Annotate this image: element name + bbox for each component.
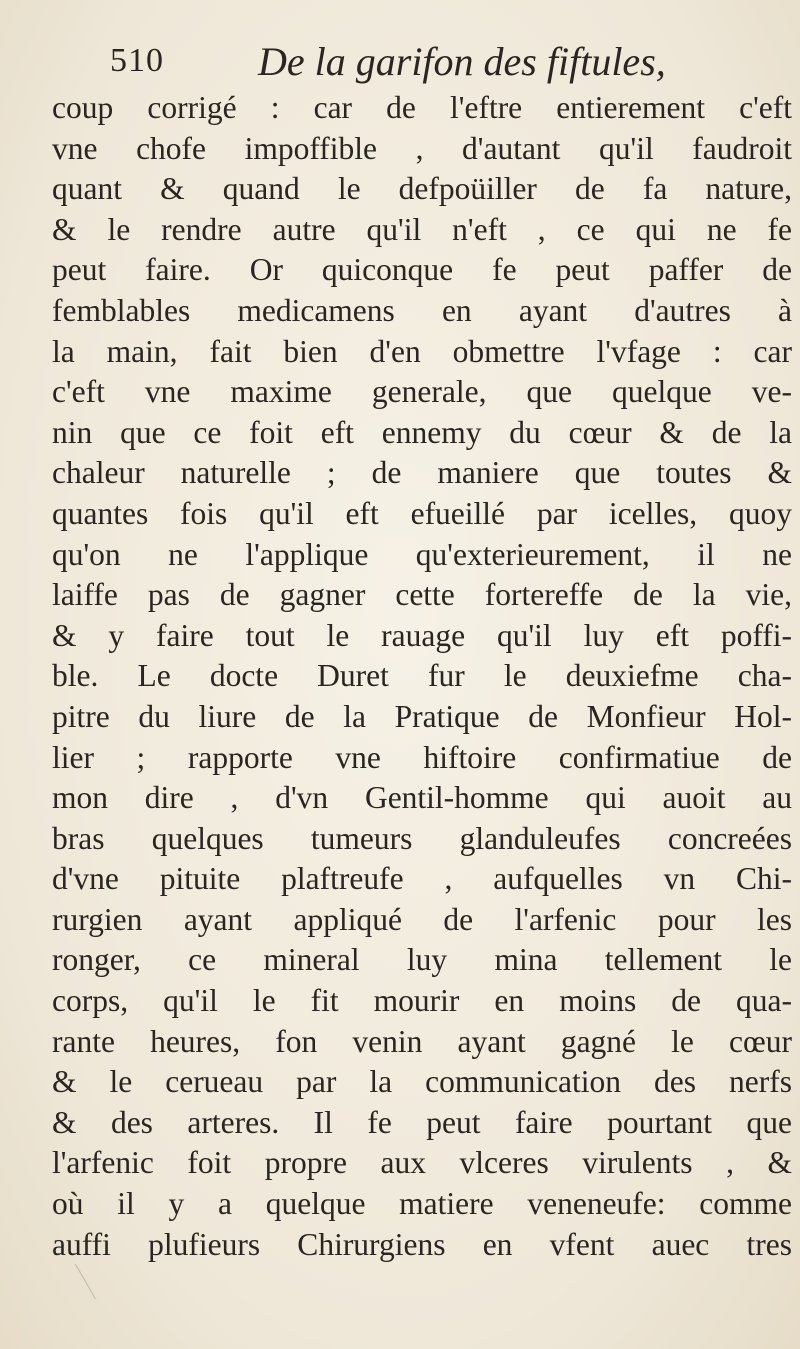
text-line: ronger, ce mineral luy mina tellement le (52, 942, 792, 978)
text-line: femblables medicamens en ayant d'autres à (52, 292, 792, 328)
text-line: qu'on ne l'applique qu'exterieurement, il ne (52, 536, 792, 572)
text-line: bras quelques tumeurs glanduleufes concreées (52, 820, 792, 856)
text-line: rurgien ayant appliqué de l'arfenic pour les (52, 901, 792, 937)
text-line: quantes fois qu'il eft efueillé par icelles, quoy (52, 495, 792, 531)
text-line: c'eft vne maxime generale, que quelque ve- (52, 374, 792, 410)
text-line: lier ; rapporte vne hiftoire confirmatiue de (52, 739, 792, 775)
text-line: corps, qu'il le fit mourir en moins de qua- (52, 983, 792, 1019)
text-line: & le cerueau par la communication des nerfs (52, 1064, 792, 1100)
text-line: coup corrigé : car de l'eftre entierement c'eft (52, 90, 792, 125)
text-line: rante heures, fon venin ayant gagné le cœur (52, 1023, 792, 1059)
text-line: & des arteres. Il fe peut faire pourtant que (52, 1104, 792, 1140)
text-line: d'vne pituite plaftreufe , aufquelles vn Chi- (52, 861, 792, 897)
text-line: nin que ce foit eft ennemy du cœur & de la (52, 414, 792, 450)
page-number: 510 (110, 42, 164, 79)
text-line: laiffe pas de gagner cette fortereffe de la vie, (52, 577, 792, 613)
text-line: où il y a quelque matiere veneneufe: comme (52, 1186, 792, 1222)
text-line: chaleur naturelle ; de maniere que toutes & (52, 455, 792, 491)
text-line: la main, fait bien d'en obmettre l'vfage : car (52, 333, 792, 369)
body-text (52, 88, 792, 1265)
text-line: auffi plufieurs Chirurgiens en vfent auec tres (52, 1226, 792, 1262)
running-title: De la garifon des fiftules, (258, 39, 666, 84)
text-line: l'arfenic foit propre aux vlceres virulents , & (52, 1145, 792, 1181)
text-line: peut faire. Or quiconque fe peut paffer de (52, 252, 792, 288)
text-line: vne chofe impoffible , d'autant qu'il faudroit (52, 130, 792, 166)
text-line: pitre du liure de la Pratique de Monfieur Hol- (52, 698, 792, 734)
text-line: & y faire tout le rauage qu'il luy eft poffi- (52, 617, 792, 653)
text-line: & le rendre autre qu'il n'eft , ce qui ne fe (52, 211, 792, 247)
text-line: ble. Le docte Duret fur le deuxiefme cha- (52, 658, 792, 694)
text-line: mon dire , d'vn Gentil-homme qui auoit au (52, 780, 792, 816)
text-line: quant & quand le defpoüiller de fa nature, (52, 171, 792, 207)
